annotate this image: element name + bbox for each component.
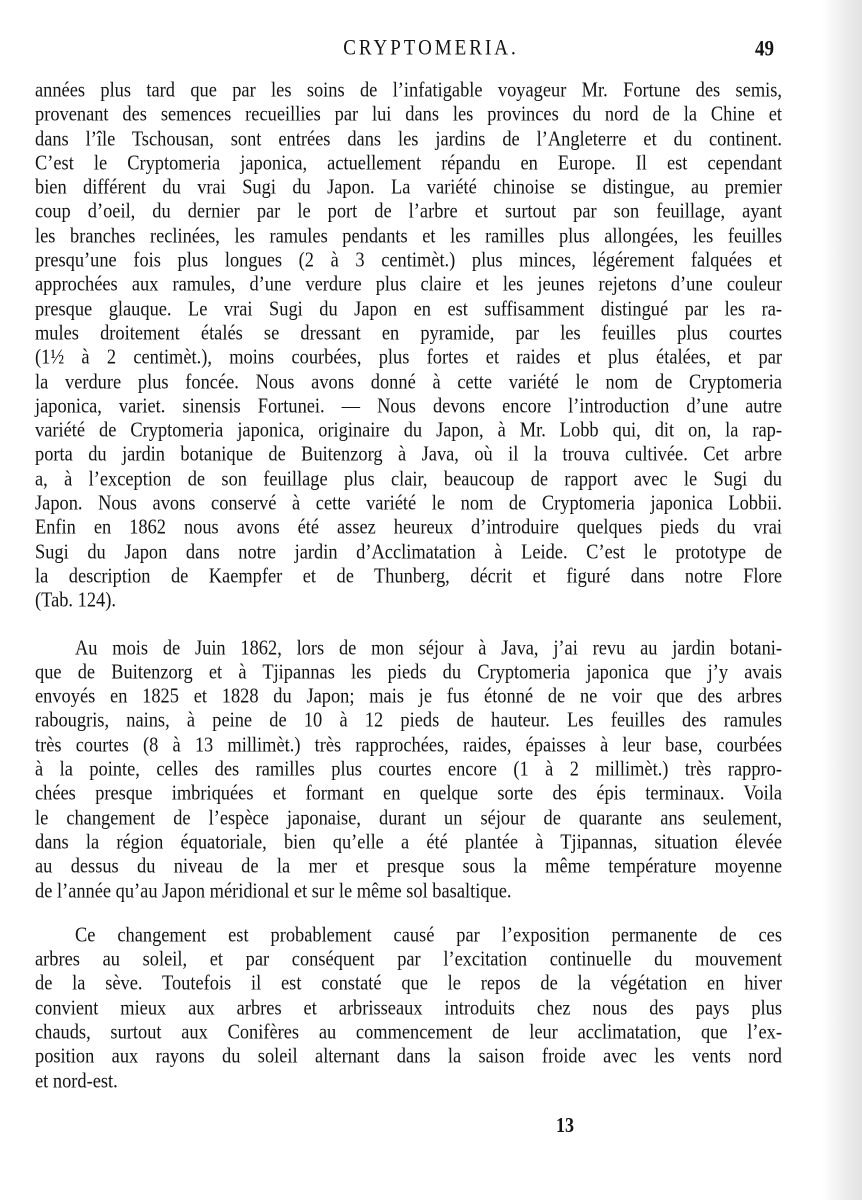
text-line: mules droitement étalés se dressant en pyramide, par les feuilles plus courtes bbox=[35, 321, 782, 345]
text-line: années plus tard que par les soins de l’infatigable voyageur Mr. Fortune des semis, bbox=[35, 78, 782, 102]
text-line: et nord-est. bbox=[35, 1069, 118, 1092]
text-line: Japon. Nous avons conservé à cette variété le nom de Cryptomeria japonica Lobbii. bbox=[35, 491, 782, 515]
paragraph-3 bbox=[35, 923, 782, 1093]
text-line: chées presque imbriquées et formant en quelque sorte des épis terminaux. Voila bbox=[35, 782, 782, 805]
text-line: Au mois de Juin 1862, lors de mon séjour à Java, j’ai revu au jardin botani- bbox=[75, 636, 782, 659]
text-line: chauds, surtout aux Conifères au commencement de leur acclimatation, que l’ex- bbox=[35, 1020, 782, 1044]
body-text bbox=[35, 78, 782, 1093]
text-line: que de Buitenzorg et à Tjipannas les pieds du Cryptomeria japonica que j’y avais bbox=[35, 660, 782, 684]
page-number: 49 bbox=[755, 37, 774, 62]
text-line: dans la région équatoriale, bien qu’elle a été plantée à Tjipannas, situation élevée bbox=[35, 830, 782, 854]
text-line: la description de Kaempfer et de Thunberg, décrit et figuré dans notre Flore bbox=[35, 564, 782, 588]
text-line: C’est le Cryptomeria japonica, actuellement répandu en Europe. Il est cependant bbox=[35, 151, 782, 175]
text-line: au dessus du niveau de la mer et presque sous la même température moyenne bbox=[35, 854, 782, 878]
text-line: (Tab. 124). bbox=[35, 589, 116, 612]
text-line: presque glauque. Le vrai Sugi du Japon en est suffisamment distingué par les ra- bbox=[35, 297, 782, 320]
paragraph-spacer bbox=[35, 613, 782, 636]
text-line: porta du jardin botanique de Buitenzorg à Java, où il la trouva cultivée. Cet arbre bbox=[35, 443, 782, 466]
text-line: arbres au soleil, et par conséquent par l’excitation continuelle du mouvement bbox=[35, 947, 782, 971]
text-line: Sugi du Japon dans notre jardin d’Acclimatation à Leide. C’est le prototype de bbox=[35, 540, 782, 563]
text-line: coup d’oeil, du dernier par le port de l’arbre et surtout par son feuillage, ayant bbox=[35, 200, 782, 223]
text-line: (1½ à 2 centimèt.), moins courbées, plus fortes et raides et plus étalées, et par bbox=[35, 346, 782, 369]
text-line: rabougris, nains, à peine de 10 à 12 pieds de hauteur. Les feuilles des ramules bbox=[35, 709, 782, 732]
text-line: bien différent du vrai Sugi du Japon. La variété chinoise se distingue, au premier bbox=[35, 175, 782, 199]
running-title: CRYPTOMERIA. bbox=[343, 36, 519, 61]
text-line: japonica, variet. sinensis Fortunei. — Nous devons encore l’introduction d’une autre bbox=[35, 394, 782, 418]
text-line: le changement de l’espèce japonaise, durant un séjour de quarante ans seulement, bbox=[35, 806, 782, 829]
signature-mark: 13 bbox=[556, 1113, 574, 1137]
text-line: la verdure plus foncée. Nous avons donné à cette variété le nom de Cryptomeria bbox=[35, 370, 782, 393]
paragraph-2 bbox=[35, 636, 782, 903]
running-head bbox=[0, 38, 862, 68]
text-line: presqu’une fois plus longues (2 à 3 centimèt.) plus minces, légérement falquées et bbox=[35, 248, 782, 272]
text-line: très courtes (8 à 13 millimèt.) très rapprochées, raides, épaisses à leur base, courbées bbox=[35, 733, 782, 756]
page-edge-shading bbox=[822, 0, 862, 1200]
text-line: convient mieux aux arbres et arbrisseaux introduits chez nous des pays plus bbox=[35, 996, 782, 1019]
text-line: dans l’île Tschousan, sont entrées dans les jardins de l’Angleterre et du continent. bbox=[35, 127, 782, 150]
text-line: envoyés en 1825 et 1828 du Japon; mais je fus étonné de ne voir que des arbres bbox=[35, 684, 782, 708]
text-line: à la pointe, celles des ramilles plus courtes encore (1 à 2 millimèt.) très rappro- bbox=[35, 757, 782, 781]
text-line: Enfin en 1862 nous avons été assez heureux d’introduire quelques pieds du vrai bbox=[35, 516, 782, 539]
text-line: Ce changement est probablement causé par l’exposition permanente de ces bbox=[75, 923, 782, 946]
paragraph-spacer bbox=[35, 903, 782, 923]
text-line: provenant des semences recueillies par lui dans les provinces du nord de la Chine et bbox=[35, 103, 782, 126]
text-line: variété de Cryptomeria japonica, originaire du Japon, à Mr. Lobb qui, dit on, la rap- bbox=[35, 418, 782, 442]
text-line: approchées aux ramules, d’une verdure plus claire et les jeunes rejetons d’une couleur bbox=[35, 273, 782, 296]
text-line: position aux rayons du soleil alternant dans la saison froide avec les vents nord bbox=[35, 1045, 782, 1068]
text-line: de l’année qu’au Japon méridional et sur le même sol basaltique. bbox=[35, 879, 512, 902]
text-line: les branches reclinées, les ramules pendants et les ramilles plus allongées, les feuilles bbox=[35, 224, 782, 247]
text-line: a, à l’exception de son feuillage plus clair, beaucoup de rapport avec le Sugi du bbox=[35, 467, 782, 490]
text-line: de la sève. Toutefois il est constaté que le repos de la végétation en hiver bbox=[35, 972, 782, 995]
paragraph-1 bbox=[35, 78, 782, 613]
